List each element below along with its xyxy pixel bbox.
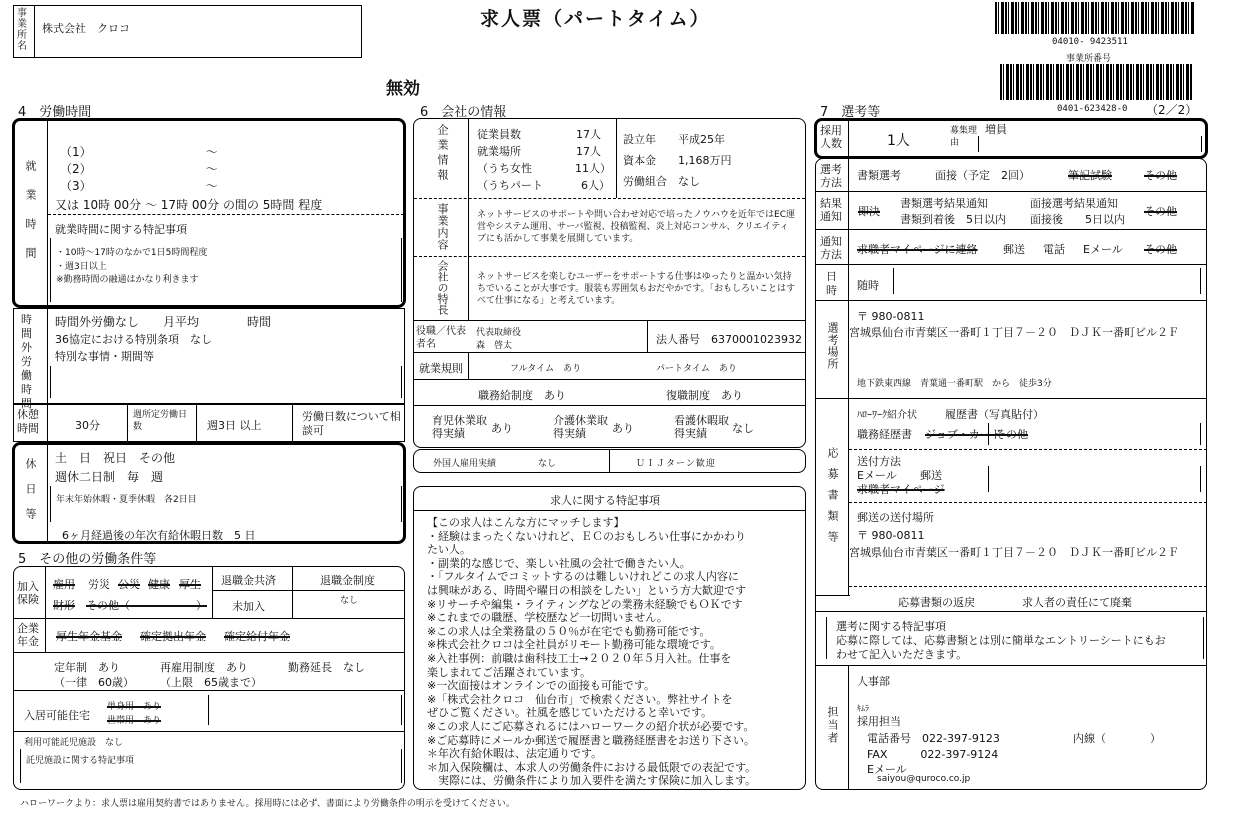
result-instant: 即決 — [858, 205, 880, 218]
special-line: ・「フルタイムでコミットするのは難しいけれどこの求人内容に — [427, 570, 739, 584]
holidays: 土 日 祝日 その他 — [55, 451, 176, 465]
selection-special-text2: わせて記入いただきます。 — [836, 648, 968, 661]
part-label: （うちパート — [477, 179, 543, 192]
office-number-caption: 事業所番号 — [1066, 54, 1112, 64]
special-line: ＊年次有給休暇は、法定通りです。 — [427, 747, 603, 761]
housing-2: 世帯用 あり — [107, 716, 162, 726]
contact-person: 採用担当 — [857, 715, 901, 728]
special-line: ※これまでの職歴、学校歴など一切問いません。 — [427, 611, 668, 625]
date-label: 日時 — [826, 270, 837, 297]
extension: 勤務延長 なし — [288, 661, 365, 674]
retire-system-label: 退職金制度 — [320, 574, 375, 587]
teinen-sub: （一律 60歳） — [54, 676, 134, 689]
hours-special-title: 就業時間に関する特記事項 — [55, 223, 187, 236]
care-leave: あり — [612, 422, 634, 435]
method-other: その他 — [1144, 169, 1177, 182]
invalid-stamp: 無効 — [386, 79, 420, 99]
business-text: ネットサービスのサポートや問い合わせ対応で培ったノウハウを近年ではEC運営やシステム運用、サーバ監視、投稿監視、炎上対応コンサル、クリエイティブにも活かして事業を展開しています。 — [477, 210, 795, 244]
overtime-label: 時間外労働時間 — [21, 313, 32, 410]
company-name: 株式会社 クロコ — [42, 22, 130, 35]
send-email: Eメール — [857, 469, 897, 482]
overtime-line: 時間外労働なし 月平均 時間 — [55, 315, 272, 329]
employees-label: 従業員数 — [477, 128, 521, 141]
return-value: 求人者の責任にて廃棄 — [1022, 596, 1132, 609]
shift-line-3: （3） ～ — [60, 179, 218, 193]
section7-heading: 7 選考等 — [820, 105, 881, 120]
housing-1: 単身用 あり — [107, 702, 162, 712]
business-label: 事業内容 — [436, 203, 449, 251]
barcode-office — [995, 2, 1195, 34]
pension-label: 企業年金 — [17, 622, 39, 648]
agreement-36: 36協定における特別条項 なし — [55, 333, 212, 346]
section5-heading: 5 その他の労働条件等 — [18, 552, 157, 567]
special-line: ぜひご覧ください。社風を感じていただけると幸いです。 — [427, 706, 713, 720]
post-place: 郵送の送付場所 — [857, 511, 934, 524]
feature-text: ネットサービスを楽しむユーザーをサポートする仕事はゆったりと温かい気持ちでいることが大事です。服装も雰囲気もおだやかです。「おもしろいことはすべて仕事になる」と考えています。 — [477, 272, 795, 306]
notice-email: Eメール — [1083, 243, 1123, 256]
special-circumstances: 特別な事情・期間等 — [55, 350, 154, 363]
special-line: ・副業的な感じで、楽しい社風の会社で働きたい人。 — [427, 556, 691, 570]
feature-label: 会社の特長 — [436, 260, 449, 315]
rules-part: パートタイム あり — [656, 364, 737, 374]
rehire-sub: （上限 65歳まで） — [160, 676, 262, 689]
holiday-week: 週休二日制 毎 週 — [55, 470, 164, 484]
hire-label: 採用人数 — [820, 124, 842, 150]
result-doc: 書類到着後 5日以内 — [900, 213, 1006, 226]
rep-title: 代表取締役 — [476, 328, 522, 338]
result-other: その他 — [1144, 205, 1177, 218]
place-label: 選考場所 — [826, 322, 839, 370]
teinen: 定年制 あり — [54, 661, 120, 674]
pension-1: 厚生年金基金 — [56, 630, 122, 643]
hours-special-2: ・週3日以上 — [56, 262, 107, 272]
date-value: 随時 — [857, 279, 879, 292]
ins-kosai: 公災 — [118, 578, 140, 591]
notice-tel: 電話 — [1043, 243, 1065, 256]
ins-rousai: 労災 — [88, 578, 110, 591]
method-written: 筆記試験 — [1068, 169, 1112, 182]
hours-special-1: ・10時～17時のなかで1日5時間程度 — [56, 248, 208, 258]
nursing-leave-label: 看護休暇取得実績 — [674, 414, 729, 440]
notice-label: 通知方法 — [820, 235, 842, 261]
result-int-title: 面接選考結果通知 — [1030, 197, 1118, 210]
part: 6人） — [581, 179, 610, 192]
docs-career: 職務経歴書 — [857, 428, 912, 441]
corp-number: 法人番号 6370001023932 — [656, 333, 802, 346]
duty-pay: 職務給制度 あり — [478, 389, 566, 402]
method-doc: 書類選考 — [857, 169, 901, 182]
pension-2: 確定拠出年金 — [140, 630, 206, 643]
section4-heading: 4 労働時間 — [18, 105, 92, 120]
rehire: 再雇用制度 あり — [160, 661, 248, 674]
childcare: 利用可能託児施設 なし — [24, 738, 124, 748]
contact-label: 担当者 — [826, 706, 839, 745]
docs-resume: 履歴書（写真貼付） — [945, 408, 1044, 421]
union: 労働組合 なし — [623, 175, 700, 188]
women: 11人） — [575, 162, 611, 175]
ins-kosei: 厚生 — [179, 578, 201, 591]
page-number: （2／2） — [1146, 103, 1198, 117]
job-special-heading: 求人に関する特記事項 — [550, 494, 660, 507]
special-line: ※株式会社クロコは全社員がリモート勤務可能な環境です。 — [427, 638, 721, 652]
rules-label: 就業規則 — [419, 362, 463, 375]
contact-ext: 内線（ ） — [1073, 732, 1161, 745]
section6-heading: 6 会社の情報 — [420, 105, 507, 120]
capital: 資本金 1,168万円 — [623, 154, 732, 167]
kana: ｷﾑﾗ — [857, 704, 869, 713]
place-addr: 宮城県仙台市青葉区一番町１丁目７－２０ ＤＪＫ一番町ビル２Ｆ — [849, 326, 1179, 339]
workplace-label: 就業場所 — [477, 145, 521, 158]
paid-leave: 6ヶ月経過後の年次有給休暇日数 5 日 — [62, 529, 256, 542]
special-line: 【この求人はこんな方にマッチします】 — [427, 516, 625, 529]
footer-note: ハローワークより：求人票は雇用契約書ではありません。採用時には必ず、書面により労働条件の明示を受けてください。 — [20, 799, 515, 809]
hire-count: 1人 — [887, 133, 910, 149]
weekly-days-label: 週所定労働日数 — [133, 410, 188, 432]
special-line: ※「株式会社クロコ 仙台市」で検索ください。弊社サイトを — [427, 692, 733, 706]
workdays-note: 労働日数について相談可 — [302, 410, 401, 437]
barcode-job — [1000, 64, 1192, 100]
rules-full: フルタイム あり — [510, 364, 582, 374]
job-special-lines — [427, 516, 805, 788]
employees: 17人 — [576, 128, 601, 141]
weekly-days-value: 週3日 以上 — [207, 419, 262, 432]
childcare-leave: あり — [491, 422, 513, 435]
notice-mypage: 求職者マイページに連絡 — [857, 243, 978, 256]
special-line: 実際には、労働条件により加入要件を満たす保険に加入します。 — [427, 774, 757, 788]
break-value: 30分 — [75, 419, 100, 432]
rep-label: 役職／代表者名 — [416, 326, 466, 350]
pension-3: 確定給付年金 — [224, 630, 290, 643]
job-number: 0401-623428-0 — [1057, 104, 1128, 114]
ins-other: その他（ ） — [86, 599, 207, 612]
retire-mutual-label: 退職金共済 — [221, 574, 276, 587]
reason: 増員 — [985, 123, 1007, 136]
contact-tel: 電話番号 022-397-9123 — [867, 732, 1000, 745]
office-number: 04010- 9423511 — [1052, 37, 1128, 47]
workplace: 17人 — [576, 145, 601, 158]
women-label: （うち女性 — [477, 162, 532, 175]
selection-special-text: 応募に際しては、応募書類とは別に簡単なエントリーシートにもお — [836, 634, 1166, 647]
special-line: ※一次面接はオンラインでの面接も可能です。 — [427, 679, 656, 693]
dept: 人事部 — [857, 675, 890, 688]
special-line: ※ご応募時にメールか郵送で履歴書と職務経歴書をお送り下さい。 — [427, 733, 755, 747]
docs-jpcard: ジョブ・カード — [925, 428, 1002, 441]
selection-special-title: 選考に関する特記事項 — [836, 620, 946, 633]
holiday-special: 年末年始休暇・夏季休暇 各2日目 — [56, 495, 197, 505]
reinstate: 復職制度 あり — [666, 389, 743, 402]
childcare-special: 託児施設に関する特記事項 — [26, 756, 135, 766]
contact-email-label: Eメール — [867, 763, 907, 776]
docs-intro: ﾊﾛｰﾜｰｸ紹介状 — [857, 410, 917, 421]
reason-label: 募集理由 — [950, 126, 978, 148]
shift-line-1: （1） ～ — [60, 145, 218, 159]
page-title: 求人票（パートタイム） — [480, 8, 711, 30]
result-doc-title: 書類選考結果通知 — [900, 197, 988, 210]
contact-fax: FAX 022-397-9124 — [867, 748, 999, 761]
uij-turn: ＵＩＪターン歓迎 — [636, 459, 716, 469]
ins-koyo: 雇用 — [53, 578, 75, 591]
place-zip: 〒 980-0811 — [857, 310, 925, 323]
office-name-label: 事業所名 — [17, 8, 27, 52]
special-line: 楽しまれてご活躍されています。 — [427, 665, 592, 679]
docs-other: その他 — [995, 428, 1028, 441]
return-label: 応募書類の返戻 — [898, 596, 975, 609]
founded: 設立年 平成25年 — [623, 133, 725, 146]
special-line: ＊加入保険欄は、本求人の労働条件における最低限での表記です。 — [427, 760, 757, 774]
break-label: 休憩時間 — [17, 408, 39, 435]
childcare-leave-label: 育児休業取得実績 — [432, 414, 487, 440]
place-access: 地下鉄東西線 青葉通一番町駅 から 徒歩3分 — [857, 379, 1052, 389]
insurance-label: 加入保険 — [17, 580, 39, 606]
method-interview: 面接（予定 2回） — [935, 169, 1030, 182]
nursing-leave: なし — [732, 422, 754, 435]
retire-mutual-value: 未加入 — [232, 600, 265, 613]
special-line: ※リサーチや編集・ライティングなどの業務未経験でもＯＫです — [427, 597, 743, 611]
rep-name: 森 啓太 — [476, 341, 513, 351]
foreign-label: 外国人雇用実績 — [433, 459, 497, 469]
housing-label: 入居可能住宅 — [24, 709, 90, 722]
care-leave-label: 介護休業取得実績 — [553, 414, 608, 440]
company-info-label: 企業情報 — [436, 124, 449, 184]
special-line: ※この求人は全業務量の５０％が在宅でも勤務可能です。 — [427, 624, 711, 638]
special-line: ※入社事例：前職は歯科技工士→２０２０年５月入社。仕事を — [427, 651, 732, 665]
send-method: 送付方法 — [857, 455, 901, 468]
send-post: 郵送 — [920, 469, 942, 482]
shift-line-2: （2） ～ — [60, 162, 218, 176]
contact-email: saiyou@quroco.co.jp — [877, 774, 971, 784]
result-label: 結果通知 — [820, 197, 842, 223]
notice-mail: 郵送 — [1003, 243, 1025, 256]
post-addr: 宮城県仙台市青葉区一番町１丁目７－２０ ＤＪＫ一番町ビル２Ｆ — [849, 546, 1179, 559]
flex-hours: 又は 10時 00分 ～ 17時 00分 の間の 5時間 程度 — [55, 198, 323, 212]
post-zip: 〒 980-0811 — [857, 529, 925, 542]
ins-kenko: 健康 — [148, 578, 170, 591]
work-hours-label: 就業時間 — [24, 160, 37, 276]
result-int: 面接後 5日以内 — [1030, 213, 1125, 226]
method-label: 選考方法 — [820, 163, 842, 189]
special-line: ・経験はまったくないけれど、ＥＣのおもしろい仕事にかかわり — [427, 529, 746, 543]
special-line: は興味がある、時間や曜日の相談をしたい」という方大歓迎です — [427, 583, 746, 597]
special-line: ※この求人にご応募されるにはハローワークの紹介状が必要です。 — [427, 719, 755, 733]
special-line: たい人。 — [427, 543, 471, 557]
foreign-value: なし — [538, 459, 557, 469]
ins-zaikei: 財形 — [53, 599, 75, 612]
notice-other: その他 — [1144, 243, 1177, 256]
docs-label: 応募書類等 — [826, 447, 839, 552]
retire-system-value: なし — [340, 596, 359, 606]
hours-special-3: ※勤務時間の融通はかなり利きます — [56, 275, 199, 285]
send-mypage: 求職者マイページ — [857, 483, 945, 496]
holiday-label: 休日等 — [24, 458, 37, 533]
